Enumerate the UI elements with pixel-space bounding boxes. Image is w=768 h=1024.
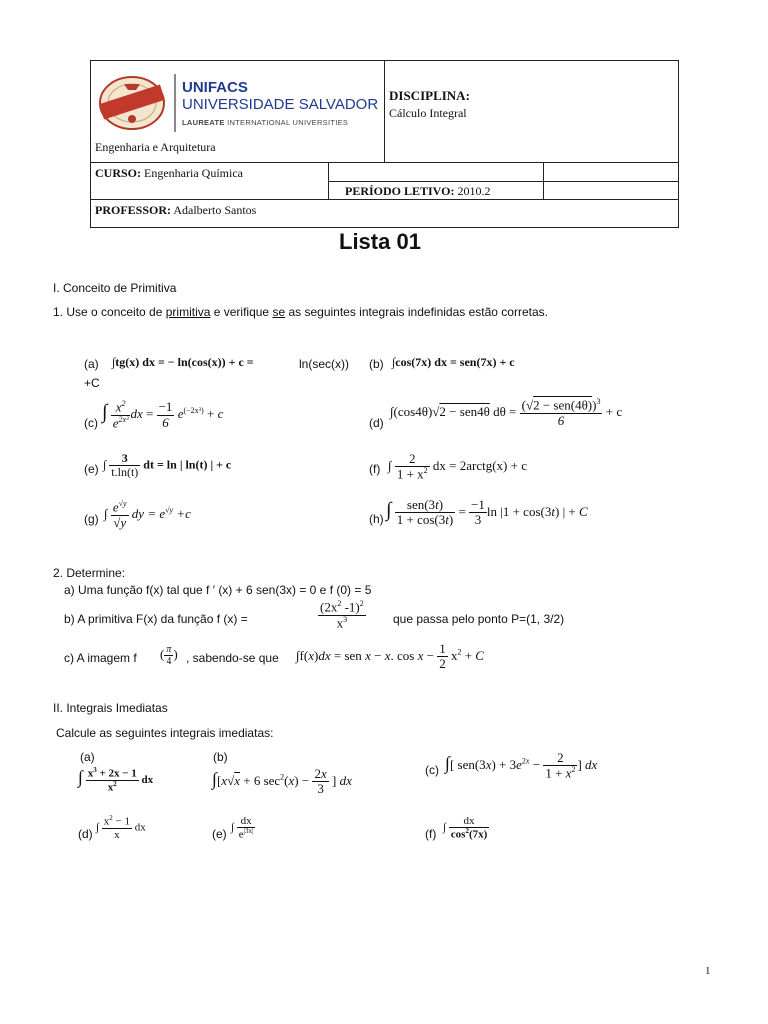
- q1-word-se: se: [272, 305, 286, 319]
- divider: [328, 181, 679, 182]
- item-c-expression: ∫ $\frac{x^2}{e^{2x^3}}$ dx = $\frac{-1}{6}$ $e^{(-2x^3)} + c$: [102, 399, 224, 430]
- q1-suffix: as seguintes integrais indefinidas estão corretas.: [285, 305, 548, 319]
- divider: [90, 199, 679, 200]
- item-f-label: (f): [369, 462, 381, 476]
- question-2: 2. Determine:: [53, 566, 126, 580]
- disciplina-label: DISCIPLINA:: [389, 88, 470, 103]
- question-2b-expression: $\frac{(2x^2 -1)^2}{x^3}$: [320, 599, 364, 630]
- item-a-rest: ln(sec(x)): [299, 357, 349, 371]
- int-b-label: (b): [213, 750, 228, 764]
- int-c-expression: ∫[ $sen(3x) + 3e^{2x}$ − $\frac{2}{1 + x^2}$ ] dx: [445, 750, 598, 781]
- item-b-label: (b): [369, 357, 384, 371]
- int-f-label: (f): [425, 827, 437, 841]
- item-f-expression: ∫ $\frac{2}{1 + x^2}$ dx = 2arctg(x) + c: [388, 451, 527, 482]
- q1-word-primitiva: primitiva: [165, 305, 211, 319]
- question-2b-prefix: b) A primitiva F(x) da função f (x) =: [64, 612, 248, 626]
- periodo-label: PERÍODO LETIVO:: [345, 184, 455, 198]
- page-number: 1: [705, 965, 711, 977]
- question-2b-suffix: que passa pelo ponto P=(1, 3/2): [393, 612, 565, 626]
- section-heading-imediatas: II. Integrais Imediatas: [53, 701, 168, 715]
- question-2c-expression: ∫f(x)dx = sen x − x. cos x − $\frac{1}{2}$ $x^2 + C$: [296, 641, 484, 672]
- item-g-expression: ∫ $\frac{e^{√y}}{√y}$ dy = $e^{√y} +c$: [104, 499, 191, 530]
- university-seal-icon: [96, 74, 172, 132]
- item-h-expression: ∫ $\frac{\text{sen(3t)}}{1 + \cos(3t)}$ = $\frac{-1}{3}$ ln |1 + cos(3t) | + C: [386, 497, 588, 528]
- periodo-value: 2010.2: [457, 184, 491, 198]
- divider: [90, 162, 679, 163]
- item-a-wrap: +C: [84, 376, 100, 390]
- int-d-label: (d): [78, 827, 93, 841]
- item-a-label: (a): [84, 357, 99, 371]
- professor-label: PROFESSOR:: [95, 203, 172, 217]
- professor-row: [95, 203, 256, 218]
- int-f-expression: ∫ $\frac{dx}{\cos^2(7x)}$: [443, 815, 488, 841]
- school-name: Engenharia e Arquitetura: [95, 140, 216, 154]
- logo-international: INTERNATIONAL UNIVERSITIES: [227, 118, 349, 127]
- item-e-expression: ∫ $\frac{3}{t.\ln(t)}$ dt = ln | ln(t) | + c: [103, 451, 232, 480]
- int-a-expression: ∫ $\frac{x^3 + 2x - 1}{x^2}$ dx: [78, 766, 154, 794]
- logo-subtitle: [182, 118, 348, 127]
- item-b-expression: ∫cos(7x) dx = sen(7x) + c: [392, 355, 515, 369]
- int-a-label: (a): [80, 750, 95, 764]
- int-c-label: (c): [425, 763, 439, 777]
- section-heading-primitiva: I. Conceito de Primitiva: [53, 281, 177, 295]
- section-3-intro: Calcule as seguintes integrais imediatas:: [56, 726, 274, 740]
- item-h-label: (h): [369, 512, 384, 526]
- item-d-label: (d): [369, 416, 384, 430]
- int-d-expression: ∫ $\frac{x^2 - 1}{x}$ dx: [96, 814, 146, 841]
- professor-value: Adalberto Santos: [173, 203, 257, 217]
- q1-middle: e verifique: [210, 305, 273, 319]
- int-b-expression: ∫[x√x + 6 $\sec^2(x)$ − $\frac{2x}{3}$ ] dx: [212, 766, 352, 797]
- int-e-expression: ∫ $\frac{dx}{e^{|3x|}}$: [231, 815, 254, 841]
- item-e-label: (e): [84, 462, 99, 476]
- logo-university-name: UNIVERSIDADE SALVADOR: [182, 96, 379, 113]
- item-a-expression: ∫tg(x) dx = − ln(cos(x)) + c =: [112, 355, 254, 369]
- item-d-expression: ∫(cos4θ)√2 − sen4θ dθ = $\frac{(√2 - sen(4\theta))^3}{6}$ + c: [390, 397, 623, 428]
- periodo-row: [345, 184, 490, 199]
- item-c-label: (c): [84, 416, 98, 430]
- disciplina-value: Cálculo Integral: [389, 106, 467, 120]
- logo-laureate: LAUREATE: [182, 118, 225, 127]
- logo-brand: UNIFACS: [182, 79, 248, 96]
- divider: [384, 60, 385, 163]
- question-2c-argument: ( $\frac{\pi}{4}$ ): [160, 644, 178, 667]
- page-title: Lista 01: [339, 229, 421, 254]
- question-1: [53, 305, 548, 319]
- curso-value: Engenharia Química: [144, 166, 243, 180]
- question-2c-prefix: c) A imagem f: [64, 651, 137, 665]
- question-2c-middle: , sabendo-se que: [186, 651, 279, 665]
- logo-divider: [174, 74, 176, 132]
- int-e-label: (e): [212, 827, 227, 841]
- curso-row: [95, 166, 243, 181]
- q1-prefix: 1. Use o conceito de: [53, 305, 166, 319]
- curso-label: CURSO:: [95, 166, 142, 180]
- item-g-label: (g): [84, 512, 99, 526]
- question-2a: a) Uma função f(x) tal que f ′ (x) + 6 sen(3x) = 0 e f (0) = 5: [64, 583, 372, 597]
